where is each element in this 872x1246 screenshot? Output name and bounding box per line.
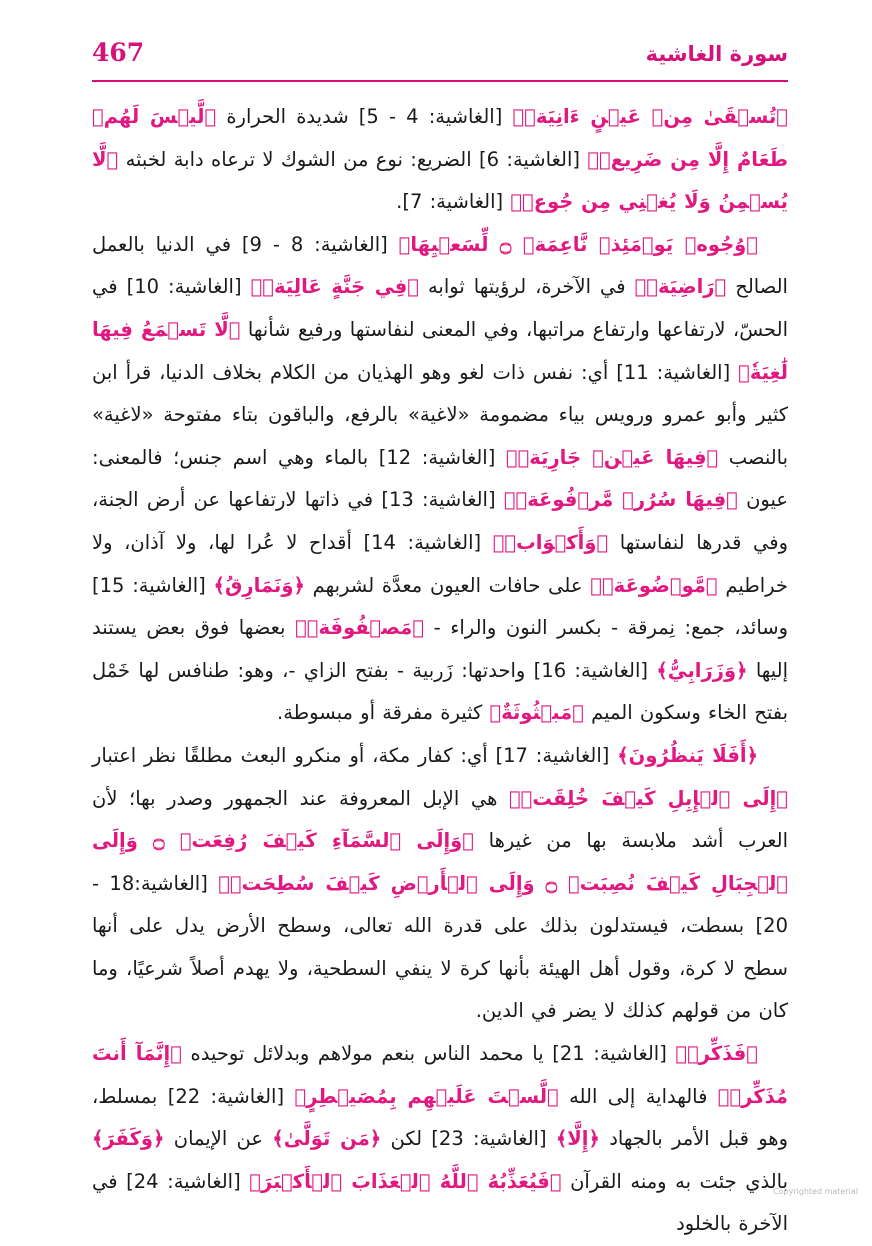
quran-verse: ﴿لَّا يُسۡمِنُ وَلَا يُغۡنِي مِن جُوعٖ﴾ xyxy=(92,147,788,214)
paragraph xyxy=(92,1033,788,1246)
commentary-text: على حافات العيون معدَّة لشربهم xyxy=(304,573,591,597)
quran-verse: ﴿مَبۡثُوثَةٌ﴾ xyxy=(489,701,584,725)
quran-verse: ﴿لَّا تَسۡمَعُ فِيهَا لَٰغِيَةٗ﴾ xyxy=(92,317,788,384)
commentary-text: [الغاشية: 12] بالماء وهي اسم جنس؛ فالمعنى: عيون xyxy=(92,445,788,512)
commentary-text: [الغاشية: 11] أي: نفس ذات لغو وهو الهذيان من الكلام بخلاف الدنيا، قرأ ابن كثير وأبو عمرو ورويس بياء مضمومة «لاغية» بالرفع، والباقون بتاء مفتوحة «لاغية» بالنصب xyxy=(92,360,789,469)
quran-verse: ﴿فِيهَا سُرُرٞ مَّرۡفُوعَةٞ﴾ xyxy=(503,488,738,512)
commentary-text: عن الإيمان xyxy=(164,1127,273,1151)
commentary-text: [الغاشية: 22] بمسلط، وهو قبل الأمر بالجهاد xyxy=(92,1084,788,1151)
header-rule xyxy=(92,80,788,82)
commentary-text: [الغاشية: 6] الضريع: نوع من الشوك لا ترعاه دابة لخبثه xyxy=(118,147,588,171)
quran-verse: ﴿وَأَكۡوَابٞ﴾ xyxy=(492,530,609,554)
quran-verse: ﴿وَإِلَى ٱلسَّمَآءِ كَيۡفَ رُفِعَتۡ ۝ وَإِلَى ٱلۡجِبَالِ كَيۡفَ نُصِبَتۡ ۝ وَإِلَى ٱلۡأَرۡضِ كَيۡفَ سُطِحَتۡ﴾ xyxy=(92,829,788,895)
page-body xyxy=(92,96,788,1246)
commentary-text: [الغاشية: 16] واحدتها: زَربية - بفتح الزاي -، وهو: طنافس لها خَمْل بفتح الخاء وسكون الميم xyxy=(92,658,788,725)
commentary-text: في الآخرة، لرؤيتها ثوابه xyxy=(418,275,635,299)
quran-verse: ﴿فَذَكِّرۡ﴾ xyxy=(675,1042,758,1066)
quran-verse: ﴿إِنَّمَآ أَنتَ مُذَكِّرٞ﴾ xyxy=(92,1042,788,1108)
paragraph xyxy=(92,96,788,224)
commentary-text: [الغاشية:18 - 20] بسطت، فيستدلون بذلك على قدرة الله تعالى، وسطح الأرض يدل على أنها سطح لا كرة، وقول أهل الهيئة بأنها كرة لا ينفي السطحية، ولا يهدم أصلاً شرعيًا، وما كان من قولهم كذلك لا يضر في الدين. xyxy=(92,871,788,1023)
quran-verse: ﴿مَّوۡضُوعَةٞ﴾ xyxy=(590,573,718,597)
commentary-text: [الغاشية: 15] وسائد، جمع: نِمرقة - بكسر النون والراء - xyxy=(92,573,789,640)
quran-verse: ﴿لَّيۡسَ لَهُمۡ طَعَامٌ إِلَّا مِن ضَرِيعٖ﴾ xyxy=(92,105,788,171)
commentary-text: بعضها فوق بعض يستند إليها xyxy=(92,616,788,682)
commentary-text: [الغاشية: 7]. xyxy=(396,190,511,214)
quran-verse: ﴿وَزَرَابِيُّ﴾ xyxy=(656,658,748,682)
quran-verse: ﴿لَّسۡتَ عَلَيۡهِم بِمُصَيۡطِرٍ﴾ xyxy=(294,1084,559,1108)
commentary-text: [الغاشية: 24] في الآخرة بالخلود xyxy=(92,1169,788,1236)
commentary-text: [الغاشية: 8 - 9] في الدنيا بالعمل الصالح xyxy=(92,232,788,299)
commentary-text: بالذي جئت به ومنه القرآن xyxy=(561,1169,789,1193)
commentary-text: [الغاشية: 17] أي: كفار مكة، أو منكرو البعث مطلقًا نظر اعتبار xyxy=(92,743,618,767)
commentary-text: هي الإبل المعروفة عند الجمهور وصدر بها؛ لأن العرب أشد ملابسة بها من غيرها xyxy=(92,786,788,853)
copyright-watermark: Copyrighted material xyxy=(772,1187,858,1196)
quran-verse: ﴿إِلَّا﴾ xyxy=(555,1127,600,1151)
quran-verse: ﴿إِلَى ٱلۡإِبِلِ كَيۡفَ خُلِقَتۡ﴾ xyxy=(508,786,788,810)
commentary-text: فالهداية إلى الله xyxy=(558,1084,718,1108)
page-number: 467 xyxy=(92,38,145,67)
commentary-text: [الغاشية: 14] أقداح لا عُرا لها، ولا آذان، ولا خراطيم xyxy=(92,530,788,597)
page-header xyxy=(92,38,788,82)
commentary-text: [الغاشية: 23] لكن xyxy=(381,1127,556,1151)
quran-verse: ﴿مَصۡفُوفَةٞ﴾ xyxy=(295,616,425,640)
quran-verse: ﴿فِيهَا عَيۡنٞ جَارِيَةٞ﴾ xyxy=(505,445,719,469)
commentary-text: [الغاشية: 10] في الحسّ، لارتفاعها وارتفاع مراتبها، وفي المعنى لنفاستها ورفيع شأنها xyxy=(92,275,789,341)
paragraph xyxy=(92,224,788,735)
quran-verse: ﴿وَنَمَارِقُ﴾ xyxy=(213,573,305,597)
quran-verse: ﴿أَفَلَا يَنظُرُونَ﴾ xyxy=(617,743,758,767)
quran-verse: ﴿رَاضِيَةٞ﴾ xyxy=(634,275,727,299)
commentary-text: [الغاشية: 13] في ذاتها لارتفاعها عن أرض الجنة، وفي قدرها لنفاستها xyxy=(92,488,788,554)
commentary-text: كثيرة مفرقة أو مبسوطة. xyxy=(277,701,490,725)
commentary-text: [الغاشية: 21] يا محمد الناس بنعم مولاهم وبدلائل توحيده xyxy=(181,1042,676,1066)
quran-verse: ﴿فَيُعَذِّبُهُ ٱللَّهُ ٱلۡعَذَابَ ٱلۡأَكۡبَرَ﴾ xyxy=(249,1169,562,1193)
paragraph xyxy=(92,735,788,1033)
quran-verse: ﴿وُجُوهٞ يَوۡمَئِذٖ نَّاعِمَةٞ ۝ لِّسَعۡيِهَا﴾ xyxy=(398,232,759,256)
surah-title: سورة الغاشية xyxy=(645,42,788,66)
commentary-text: [الغاشية: 4 - 5] شديدة الحرارة xyxy=(216,105,513,128)
quran-verse: ﴿فِي جَنَّةٍ عَالِيَةٖ﴾ xyxy=(250,275,419,299)
quran-verse: ﴿وَكَفَرَ﴾ xyxy=(92,1127,165,1151)
quran-verse: ﴿مَن تَوَلَّىٰ﴾ xyxy=(272,1127,382,1151)
quran-verse: ﴿تُسۡقَىٰ مِنۡ عَيۡنٍ ءَانِيَةٖ﴾ xyxy=(512,105,788,128)
